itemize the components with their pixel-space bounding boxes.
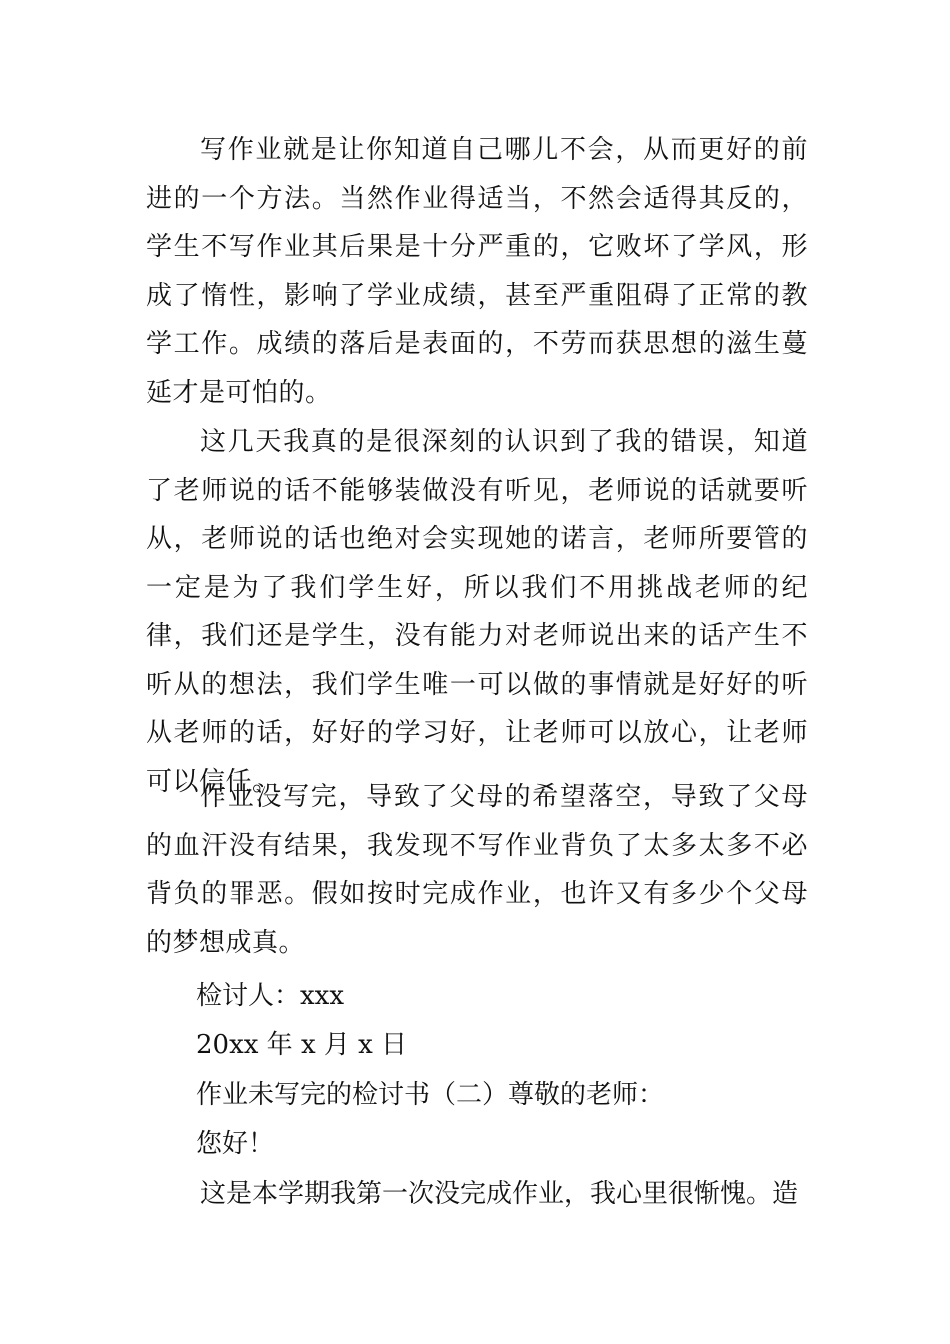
date-line: 20xx 年 x 月 x 日 [196, 1030, 408, 1060]
signer-line: 检讨人：xxx [196, 981, 344, 1011]
body-paragraph-parents-hope: 作业没写完，导致了父母的希望落空，导致了父母的血汗没有结果，我发现不写作业背负了太多太多不必背负的罪恶。假如按时完成作业，也许又有多少个父母的梦想成真。 [146, 782, 808, 958]
body-paragraph-listen-to-teacher: 这几天我真的是很深刻的认识到了我的错误，知道了老师说的话不能够装做没有听见，老师说的话就要听从，老师说的话也绝对会实现她的诺言，老师所要管的一定是为了我们学生好，所以我们不用挑战老师的纪律，我们还是学生，没有能力对老师说出来的话产生不听从的想法，我们学生唯一可以做的事情就是好好的听从老师的话，好好的学习好，让老师可以放心，让老师可以信任。 [146, 427, 808, 797]
second-letter-title: 作业未写完的检讨书（二）尊敬的老师： [196, 1080, 665, 1110]
body-paragraph-homework-purpose: 写作业就是让你知道自己哪儿不会，从而更好的前进的一个方法。当然作业得适当，不然会适得其反的，学生不写作业其后果是十分严重的，它败坏了学风，形成了惰性，影响了学业成绩，甚至严重阻碍了正常的教学工作。成绩的落后是表面的，不劳而获思想的滋生蔓延才是可怕的。 [146, 135, 808, 408]
body-paragraph-first-missed-homework: 这是本学期我第一次没完成作业，我心里很惭愧。造 [200, 1179, 799, 1209]
greeting-line: 您好！ [196, 1129, 275, 1159]
